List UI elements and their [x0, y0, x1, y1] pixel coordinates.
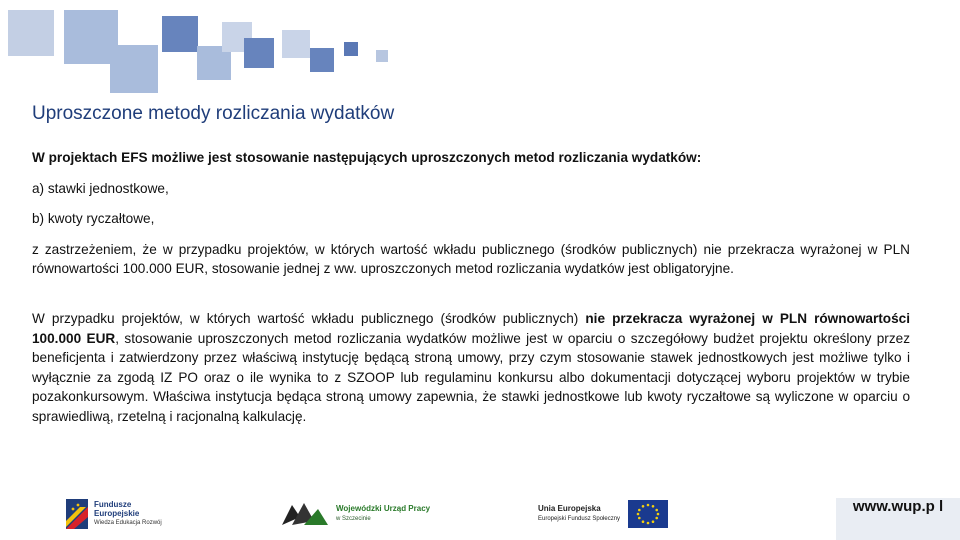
slide-title: Uproszczone metody rozliczania wydatków — [32, 103, 395, 124]
ue-line1: Unia Europejska — [538, 504, 601, 513]
fe-line1: Fundusze — [94, 499, 132, 509]
paragraph-obligatory: z zastrzeżeniem, że w przypadku projektów, w których wartość wkładu publicznego (środków publicznych) nie przekracza wyrażonej w PLN równowartości 100.000 EUR, stosowanie jednej z ww. uproszczonych metod rozliczania wydatków jest obligatoryjne. — [32, 241, 910, 277]
logo-unia-europejska — [538, 496, 668, 532]
paragraph-optional: W przypadku projektów, w których wartość wkładu publicznego (środków publicznych) nie przekracza wyrażonej w PLN równowartości 100.000 EUR, stosowanie uproszczonych metod rozliczania wydatków możliwe jest w oparciu o szczegółowy budżet projektu określony przez beneficjenta i zatwierdzony przez właściwą instytucję będącą stroną umowy, przy czym stosowanie stawek jednostkowych jest możliwe tylko i wyłącznie za zgodą IZ PO oraz o ile wynika to z SZOOP lub regulaminu konkursu albo dokumentacji dotyczącej wyboru projektów w trybie pozakonkursowym. Właściwa instytucja będąca stroną umowy zapewnia, że stawki jednostkowe lub kwoty ryczałtowe są wyliczone w oparciu o sprawiedliwą, rzetelną i racjonalną kalkulację. — [32, 310, 910, 424]
intro-text: W projektach EFS możliwe jest stosowanie następujących uproszczonych metod rozliczania wydatków: — [32, 150, 702, 165]
deco-square — [344, 42, 358, 56]
deco-square — [376, 50, 388, 62]
paragraph-bold-phrase: nie przekracza wyrażonej w PLN równowartości 100.000 EUR — [32, 310, 910, 346]
fe-line3: Wiedza Edukacja Rozwój — [94, 519, 162, 526]
fe-line2: Europejskie — [94, 509, 140, 519]
deco-square — [244, 38, 274, 68]
list-item: a) stawki jednostkowe, — [32, 180, 169, 196]
wup-line1: Wojewódzki Urząd Pracy — [336, 504, 431, 513]
deco-square — [310, 48, 334, 72]
wup-logo-icon — [280, 499, 330, 529]
deco-square — [110, 45, 158, 93]
deco-square — [8, 10, 54, 56]
deco-square — [162, 16, 198, 52]
list-item: b) kwoty ryczałtowe, — [32, 211, 155, 227]
deco-square — [282, 30, 310, 58]
logo-wup — [280, 496, 430, 532]
ue-line2: Europejski Fundusz Społeczny — [538, 516, 621, 522]
slide-content — [32, 148, 910, 427]
eu-flag-icon — [628, 500, 668, 528]
wup-line2: w Szczecinie — [336, 516, 371, 522]
fe-flag-icon — [66, 499, 88, 529]
website-url: www.wup.p l — [836, 498, 960, 540]
logo-fundusze-europejskie — [66, 496, 162, 532]
